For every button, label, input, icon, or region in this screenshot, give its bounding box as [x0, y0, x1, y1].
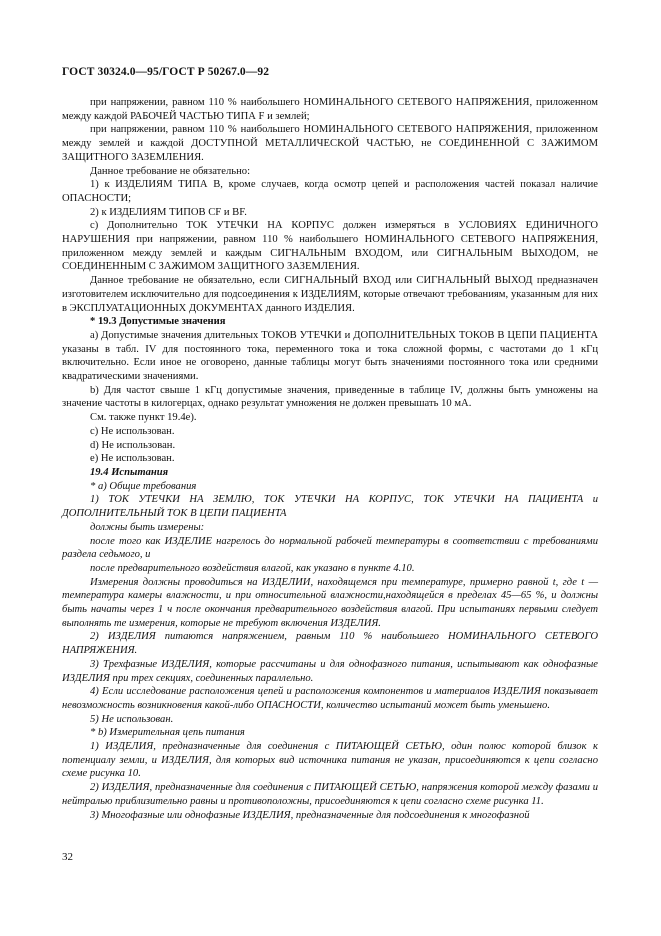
paragraph: при напряжении, равном 110 % наибольшего НОМИНАЛЬНОГО СЕТЕВОГО НАПРЯЖЕНИЯ, приложенном между каждой РАБОЧЕЙ ЧАСТЬЮ ТИПА F и землей;: [62, 97, 598, 122]
paragraph: 5) Не использован.: [90, 713, 174, 725]
paragraph: 1) ИЗДЕЛИЯ, предназначенные для соединения с ПИТАЮЩЕЙ СЕТЬЮ, один полюс которой близок к потенциалу земли, и ИЗДЕЛИЯ, для которых вид источника питания не указан, присоединяются к цепи согласно схеме рисунка 10.: [62, 741, 598, 780]
section-heading-19-3: * 19.3 Допустимые значения: [90, 316, 226, 328]
paragraph: См. также пункт 19.4е).: [90, 412, 197, 424]
paragraph: после предварительного воздействия влагой, как указано в пункте 4.10.: [90, 562, 415, 574]
paragraph: d) Не использован.: [90, 439, 176, 451]
paragraph: после того как ИЗДЕЛИЕ нагрелось до нормальной рабочей температуры в соответствии с требованиями раздела седьмого, и: [62, 535, 598, 561]
paragraph: Данное требование не обязательно:: [90, 165, 251, 177]
paragraph: 4) Если исследование расположения цепей и расположения компонентов и материалов ИЗДЕЛИЯ показывает невозможность возникновения какой-либо ОПАСНОСТИ, количество испытаний может быть уменьшено.: [62, 686, 598, 711]
paragraph: 2) ИЗДЕЛИЯ, предназначенные для соединения с ПИТАЮЩЕЙ СЕТЬЮ, напряжения которой между фазами и нейтралью приблизительно равны и противоположны, присоединяются к цепи согласно схеме рисунка 11.: [62, 782, 598, 807]
paragraph: при напряжении, равном 110 % наибольшего НОМИНАЛЬНОГО СЕТЕВОГО НАПРЯЖЕНИЯ, приложенном между землей и каждой ДОСТУПНОЙ МЕТАЛЛИЧЕСКОЙ ЧАСТЬЮ, не СОЕДИНЕННОЙ С ЗАЖИМОМ ЗАЩИТНОГО ЗАЗЕМЛЕНИЯ.: [62, 124, 598, 163]
section-heading-19-4: 19.4 Испытания: [90, 466, 169, 478]
paragraph: с) Дополнительно ТОК УТЕЧКИ НА КОРПУС должен измеряться в УСЛОВИЯХ ЕДИНИЧНОГО НАРУШЕНИЯ при напряжении, равном 110 % наибольшего НОМИНАЛЬНОГО СЕТЕВОГО НАПРЯЖЕНИЯ, приложенном между землей и каждым СИГНАЛЬНЫМ ВХОДОМ, или СИГНАЛЬНЫМ ВЫХОДОМ, не СОЕДИНЕННЫМ С ЗАЖИМОМ ЗАЩИТНОГО ЗАЗЕМЛЕНИЯ.: [62, 220, 598, 273]
document-body: [62, 96, 598, 822]
paragraph: 1) к ИЗДЕЛИЯМ ТИПА В, кроме случаев, когда осмотр цепей и расположения частей показал наличие ОПАСНОСТИ;: [62, 179, 598, 204]
paragraph: 2) ИЗДЕЛИЯ питаются напряжением, равным 110 % наибольшего НОМИНАЛЬНОГО СЕТЕВОГО НАПРЯЖЕНИЯ.: [62, 631, 598, 657]
paragraph: 3) Многофазные или однофазные ИЗДЕЛИЯ, предназначенные для подсоединения к многофазной: [90, 809, 530, 821]
paragraph: 2) к ИЗДЕЛИЯМ ТИПОВ CF и BF.: [90, 206, 247, 218]
paragraph: а) Допустимые значения длительных ТОКОВ УТЕЧКИ и ДОПОЛНИТЕЛЬНЫХ ТОКОВ В ЦЕПИ ПАЦИЕНТА указаны в табл. IV для постоянного тока, переменного тока и тока сложной формы, с частотами до 1 кГц включительно. Если иное не оговорено, данные таблицы могут быть значениями постоянного тока или средними квадратическими значениями.: [62, 329, 598, 383]
paragraph: е) Не использован.: [90, 453, 175, 465]
paragraph: 1) ТОК УТЕЧКИ НА ЗЕМЛЮ, ТОК УТЕЧКИ НА КОРПУС, ТОК УТЕЧКИ НА ПАЦИЕНТА и ДОПОЛНИТЕЛЬНЫЙ ТОК В ЦЕПИ ПАЦИЕНТА: [62, 494, 598, 520]
page-number: 32: [62, 851, 73, 863]
paragraph: Данное требование не обязательно, если СИГНАЛЬНЫЙ ВХОД или СИГНАЛЬНЫЙ ВЫХОД предназначен изготовителем исключительно для подсоединения к ИЗДЕЛИЯМ, которые отвечают требованиям, указанным для них в ЭКСПЛУАТАЦИОННЫХ ДОКУМЕНТАХ данного ИЗДЕЛИЯ.: [62, 275, 598, 314]
paragraph: Измерения должны проводиться на ИЗДЕЛИИ, находящемся при температуре, примерно равной t, где t — температура камеры влажности, и при относительной влажности,находящейся в пределах 45—65 %, и должны быть начаты через 1 ч после окончания предварительного воздействия влагой. При испытаниях первыми следует выполнять те измерения, которые не требуют включения ИЗДЕЛИЯ.: [62, 576, 598, 629]
subheading-measuring-circuit: * b) Измерительная цепь питания: [90, 727, 245, 739]
subheading-general: * а) Общие требования: [90, 480, 197, 492]
paragraph: должны быть измерены:: [90, 521, 205, 533]
paragraph: 3) Трехфазные ИЗДЕЛИЯ, которые рассчитаны и для однофазного питания, испытывают как однофазные ИЗДЕЛИЯ при трех секциях, соединенных параллельно.: [62, 658, 598, 684]
standard-header: ГОСТ 30324.0—95/ГОСТ Р 50267.0—92: [62, 66, 270, 78]
paragraph: b) Для частот свыше 1 кГц допустимые значения, приведенные в таблице IV, должны быть умножены на значение частоты в килогерцах, однако результат умножения не должен превышать 10 мА.: [62, 384, 598, 410]
paragraph: с) Не использован.: [90, 425, 175, 437]
